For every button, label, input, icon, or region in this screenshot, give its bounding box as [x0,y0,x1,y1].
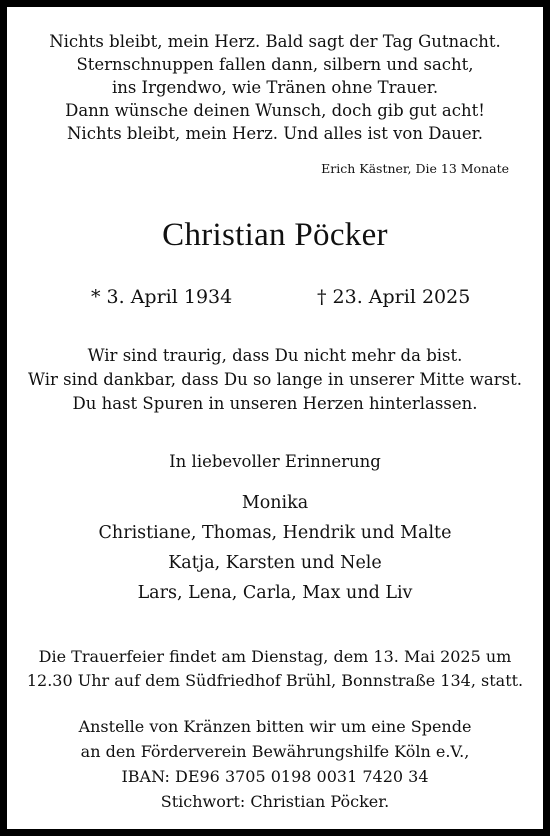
donation-line: an den Förderverein Bewährungshilfe Köln e.V., [80,742,470,761]
poem-line: Nichts bleibt, mein Herz. Bald sagt der Tag Gutnacht. [49,32,501,51]
mourner-line: Christiane, Thomas, Hendrik und Malte [98,523,452,543]
service-line: Die Trauerfeier findet am Dienstag, dem 13. Mai 2025 um [38,647,512,666]
birth-date: * 3. April 1934 [91,286,233,308]
mourner-line: Katja, Karsten und Nele [168,553,382,573]
message-line: Du hast Spuren in unseren Herzen hinterlassen. [72,394,478,413]
donation-keyword: Stichwort: Christian Pöcker. [160,792,390,811]
poem-line: Dann wünsche deinen Wunsch, doch gib gut acht! [65,101,485,120]
memory-heading: In liebevoller Erinnerung [169,452,381,471]
poem-line: Sternschnuppen fallen dann, silbern und sacht, [76,55,474,74]
poem-source: Erich Kästner, Die 13 Monate [321,161,509,176]
mourner-line: Monika [241,493,309,513]
donation-line: Anstelle von Kränzen bitten wir um eine Spende [78,717,472,736]
poem-line: Nichts bleibt, mein Herz. Und alles ist von Dauer. [66,124,483,143]
service-line: 12.30 Uhr auf dem Südfriedhof Brühl, Bonnstraße 134, statt. [26,671,524,690]
iban: IBAN: DE96 3705 0198 0031 7420 34 [121,767,429,786]
death-date: † 23. April 2025 [317,286,471,308]
message-line: Wir sind dankbar, dass Du so lange in unserer Mitte warst. [28,370,522,389]
poem-line: ins Irgendwo, wie Tränen ohne Trauer. [111,78,439,97]
deceased-name: Christian Pöcker [162,217,388,253]
mourner-line: Lars, Lena, Carla, Max und Liv [137,583,413,603]
message-line: Wir sind traurig, dass Du nicht mehr da bist. [87,346,463,365]
